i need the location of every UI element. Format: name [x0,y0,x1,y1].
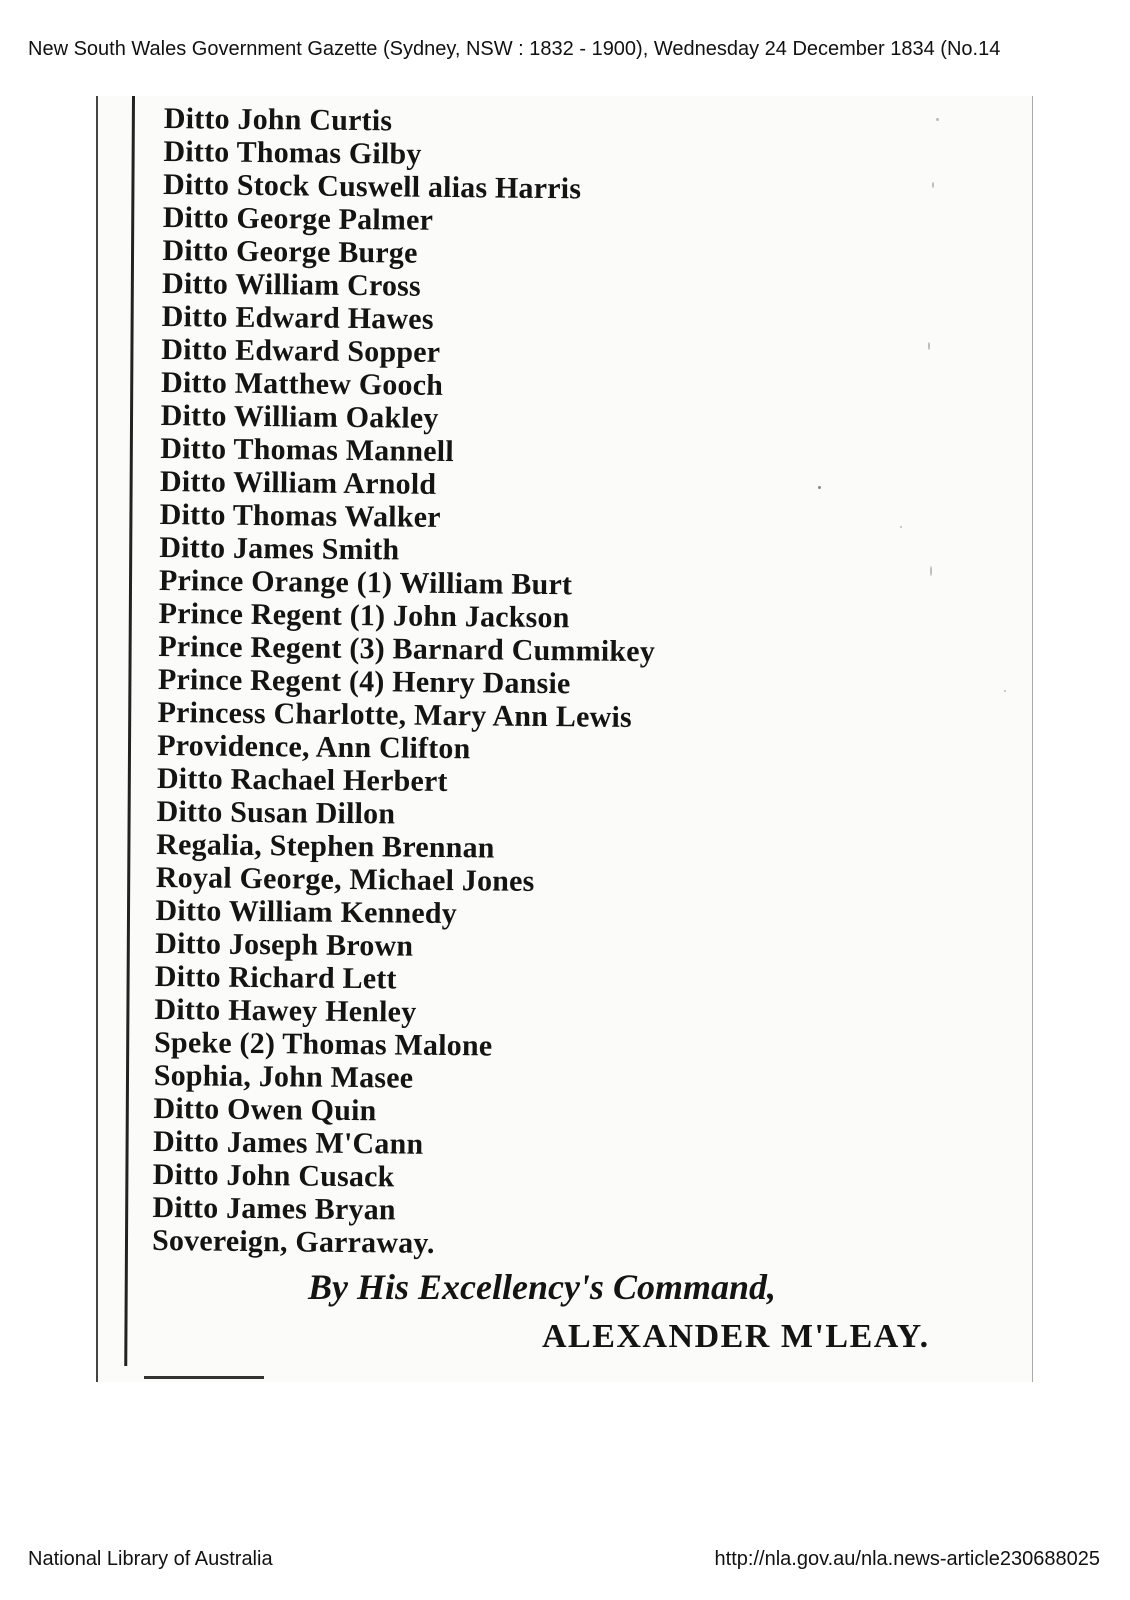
list-item: Prince Regent (4) Henry Dansie [157,662,571,701]
list-item: Royal George, Michael Jones [155,860,535,898]
convict-list [152,102,924,1265]
list-item: Ditto Hawey Henley [154,992,417,1029]
scan-speck [900,526,902,528]
list-item: Ditto John Curtis [163,102,393,138]
list-item: Ditto Edward Hawes [161,299,434,336]
list-item: Ditto Richard Lett [154,959,397,996]
list-item: Ditto William Arnold [159,464,437,501]
scan-speck [930,566,932,576]
list-item: Sophia, John Masee [153,1058,414,1095]
list-item: Ditto William Cross [161,266,422,303]
list-item: Ditto Thomas Gilby [163,134,422,171]
page-header-title: New South Wales Government Gazette (Sydney, NSW : 1832 - 1900), Wednesday 24 December 1834 (No.14 [28,38,1001,60]
list-item: Sovereign, Garraway. [151,1223,435,1260]
signoff-name: ALEXANDER M'LEAY. [542,1318,930,1355]
footer-source: National Library of Australia [28,1548,273,1570]
list-item: Ditto Owen Quin [153,1091,377,1128]
scan-speck [928,342,930,350]
scan-right-border [1032,96,1033,1382]
list-item: Providence, Ann Clifton [157,728,471,766]
scanned-article-image [96,96,1033,1382]
list-item: Speke (2) Thomas Malone [153,1025,493,1063]
list-item: Ditto Thomas Mannell [160,431,454,469]
list-item: Prince Regent (1) John Jackson [158,596,570,635]
list-item: Ditto George Palmer [162,200,434,237]
list-item: Ditto Stock Cuswell alias Harris [162,167,582,206]
list-item: Ditto Rachael Herbert [156,761,448,799]
list-item: Prince Regent (3) Barnard Cummikey [158,629,656,669]
list-item: Ditto William Oakley [160,398,439,435]
list-item: Ditto Edward Sopper [161,332,441,369]
scan-speck [1004,690,1006,692]
list-item: Princess Charlotte, Mary Ann Lewis [157,695,633,734]
list-item: Ditto James Bryan [152,1190,396,1227]
column-rule [124,96,135,1366]
scan-speck [818,486,821,489]
list-item: Ditto John Cusack [152,1157,395,1194]
footer-url[interactable]: http://nla.gov.au/nla.news-article230688025 [714,1548,1100,1570]
list-item: Ditto Joseph Brown [155,926,414,963]
list-item: Ditto Thomas Walker [159,497,441,534]
signoff-command: By His Excellency's Command, [308,1267,776,1307]
list-item: Ditto James Smith [159,530,400,567]
list-item: Ditto William Kennedy [155,893,458,931]
scan-left-border [96,96,98,1382]
article-end-rule [144,1376,264,1379]
list-item: Ditto George Burge [162,233,418,270]
scan-speck [932,182,934,188]
scan-speck [936,118,939,121]
list-item: Regalia, Stephen Brennan [156,827,495,865]
list-item: Ditto Susan Dillon [156,794,396,831]
list-item: Ditto Matthew Gooch [160,365,444,402]
list-item: Ditto James M'Cann [152,1124,424,1161]
list-item: Prince Orange (1) William Burt [158,563,573,602]
